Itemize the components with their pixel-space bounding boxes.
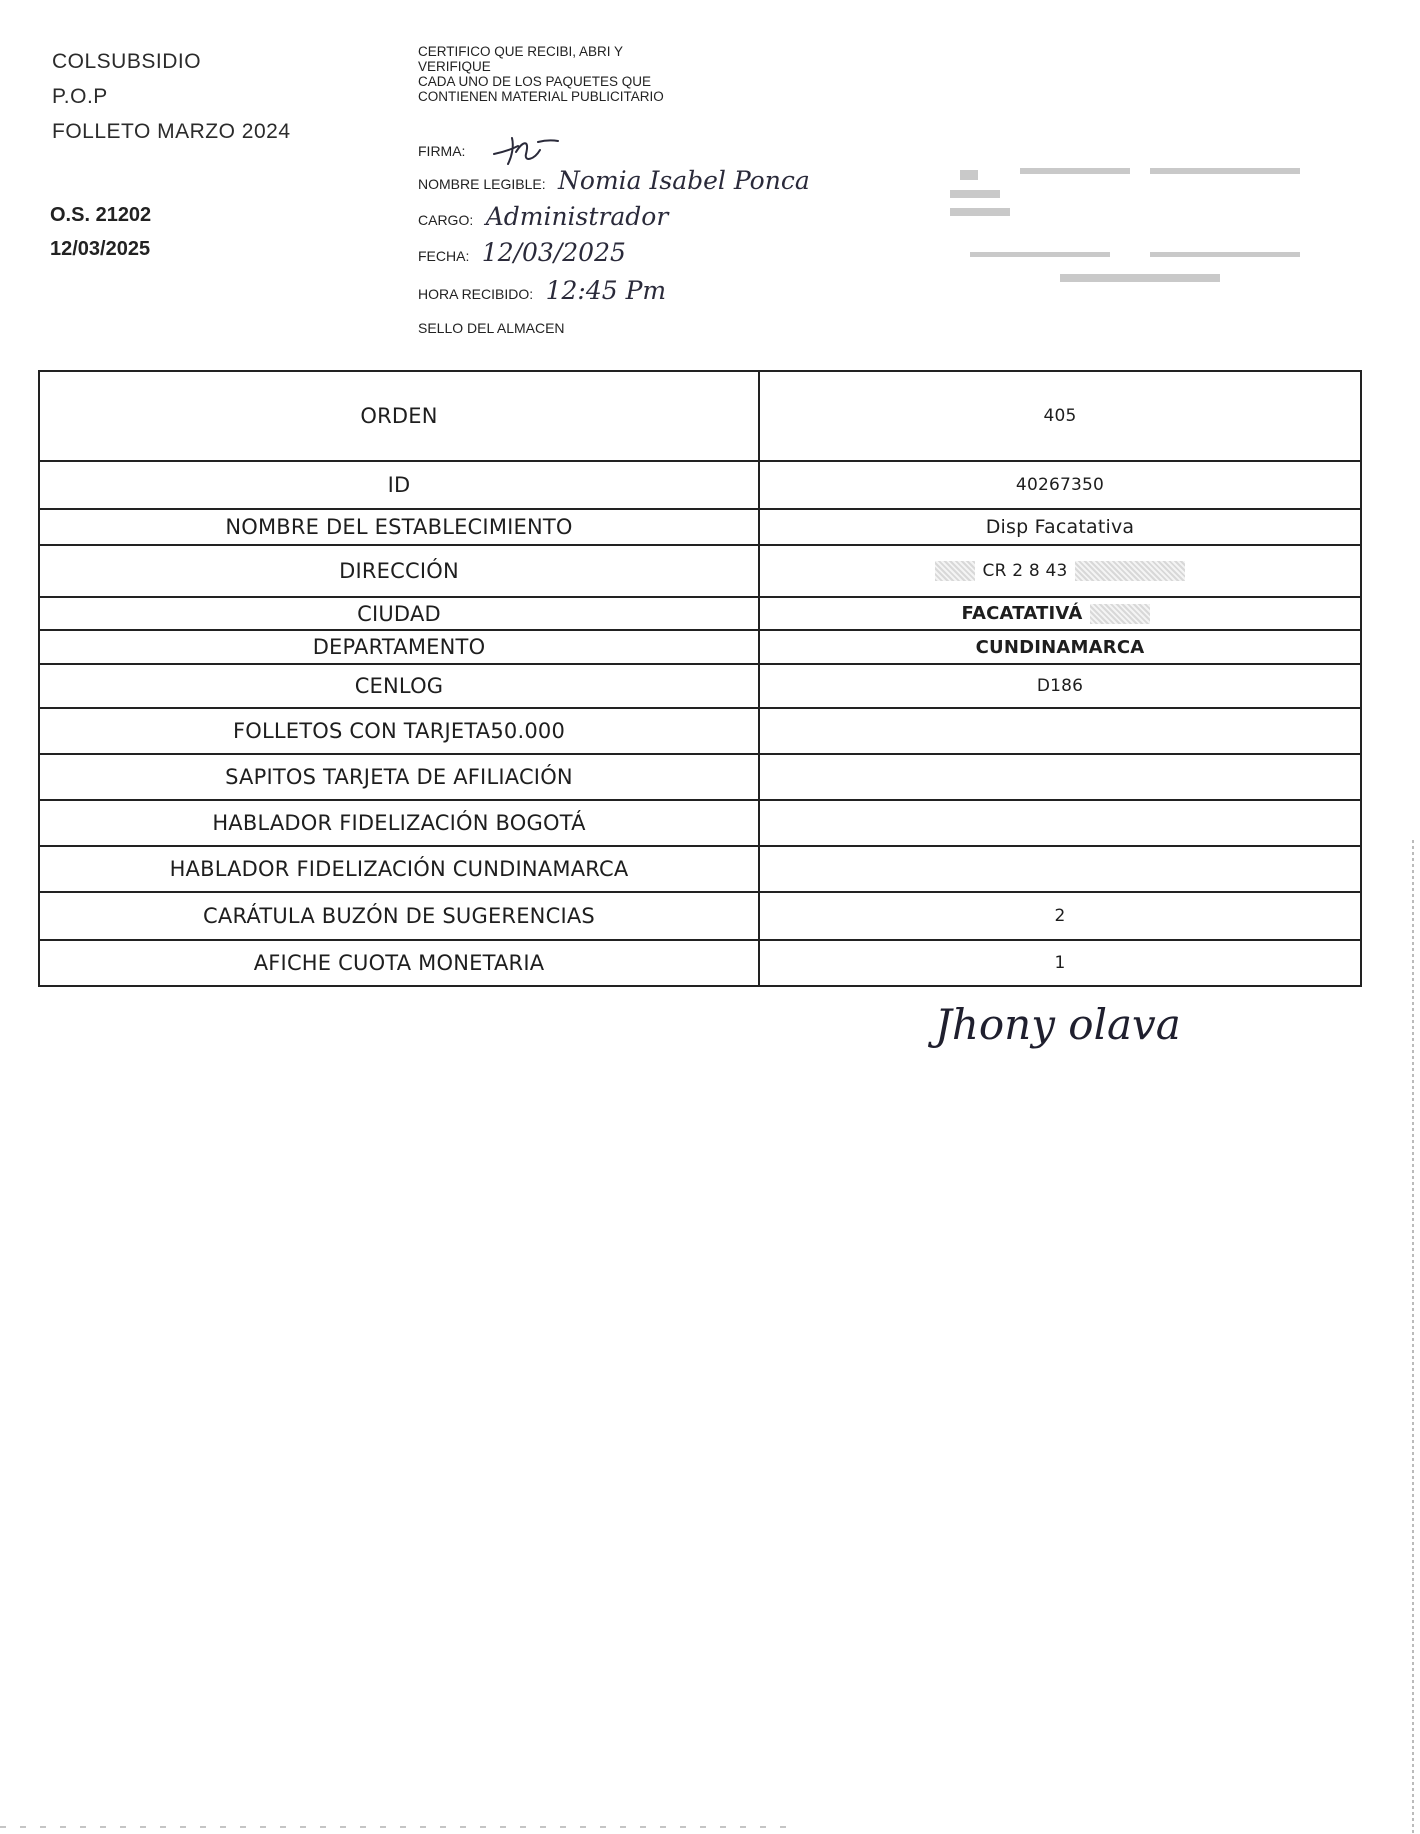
row-label: HABLADOR FIDELIZACIÓN CUNDINAMARCA (39, 846, 759, 892)
bottom-signature: Jhony olava (935, 1000, 1181, 1049)
table-row (39, 371, 1361, 461)
left-header (52, 44, 291, 149)
row-value (759, 708, 1361, 754)
order-table-wrap (38, 370, 1360, 987)
table-row (39, 664, 1361, 708)
row-value: D186 (759, 664, 1361, 708)
table-row (39, 708, 1361, 754)
sello-field (418, 320, 565, 338)
redaction-mark (1075, 561, 1185, 581)
os-block (50, 198, 151, 266)
nombre-value: Nomia Isabel Ponca (558, 166, 810, 195)
table-row (39, 630, 1361, 664)
row-label: CENLOG (39, 664, 759, 708)
row-value: CR 2 8 43 (982, 561, 1068, 581)
hora-value: 12:45 Pm (545, 276, 667, 305)
row-value: 40267350 (759, 461, 1361, 509)
table-row (39, 892, 1361, 940)
nombre-label: NOMBRE LEGIBLE: (418, 176, 546, 192)
row-label: NOMBRE DEL ESTABLECIMIENTO (39, 509, 759, 545)
row-value: 1 (759, 940, 1361, 986)
folleto-label: FOLLETO MARZO 2024 (52, 120, 291, 143)
hora-field (418, 276, 666, 305)
row-value (759, 800, 1361, 846)
row-label: CARÁTULA BUZÓN DE SUGERENCIAS (39, 892, 759, 940)
row-label: HABLADOR FIDELIZACIÓN BOGOTÁ (39, 800, 759, 846)
order-table (38, 370, 1362, 987)
row-value: FACATATIVÁ (961, 603, 1083, 624)
row-label: AFICHE CUOTA MONETARIA (39, 940, 759, 986)
row-value (759, 846, 1361, 892)
cargo-field (418, 202, 668, 231)
cargo-value: Administrador (485, 202, 669, 231)
sello-label: SELLO DEL ALMACEN (418, 320, 565, 336)
company-name: COLSUBSIDIO (52, 50, 202, 73)
table-row (39, 597, 1361, 630)
cargo-label: CARGO: (418, 212, 474, 228)
fecha-label: FECHA: (418, 248, 470, 264)
redaction-mark (935, 561, 975, 581)
hora-label: HORA RECIBIDO: (418, 286, 534, 302)
table-row (39, 461, 1361, 509)
table-row (39, 800, 1361, 846)
table-row (39, 846, 1361, 892)
table-row (39, 940, 1361, 986)
certification-text (418, 44, 748, 104)
cert-line-2: VERIFIQUE (418, 59, 491, 74)
row-label: DIRECCIÓN (39, 545, 759, 597)
scan-edge-artifact (1412, 840, 1414, 1834)
row-label: DEPARTAMENTO (39, 630, 759, 664)
table-row (39, 509, 1361, 545)
cert-line-3: CADA UNO DE LOS PAQUETES QUE (418, 74, 652, 89)
cert-line-4: CONTIENEN MATERIAL PUBLICITARIO (418, 89, 664, 104)
row-value: 2 (759, 892, 1361, 940)
firma-label: FIRMA: (418, 143, 466, 160)
row-label: CIUDAD (39, 597, 759, 630)
pop-label: P.O.P (52, 85, 108, 108)
row-value: Disp Facatativa (759, 509, 1361, 545)
row-value (759, 754, 1361, 800)
row-value-wrap (759, 597, 1361, 630)
row-value: 405 (759, 371, 1361, 461)
row-value: CUNDINAMARCA (759, 630, 1361, 664)
fecha-value: 12/03/2025 (481, 238, 626, 267)
row-label: FOLLETOS CON TARJETA50.000 (39, 708, 759, 754)
os-date: 12/03/2025 (50, 238, 151, 260)
table-row (39, 545, 1361, 597)
row-label: SAPITOS TARJETA DE AFILIACIÓN (39, 754, 759, 800)
scan-bottom-artifact (0, 1826, 800, 1828)
faded-stamp (950, 150, 1330, 300)
row-label: ORDEN (39, 371, 759, 461)
fecha-field (418, 238, 626, 267)
os-number: O.S. 21202 (50, 204, 152, 226)
cert-line-1: CERTIFICO QUE RECIBI, ABRI Y (418, 44, 624, 59)
row-value-wrap (759, 545, 1361, 597)
nombre-field (418, 166, 810, 195)
table-row (39, 754, 1361, 800)
row-label: ID (39, 461, 759, 509)
redaction-mark (1090, 604, 1150, 624)
